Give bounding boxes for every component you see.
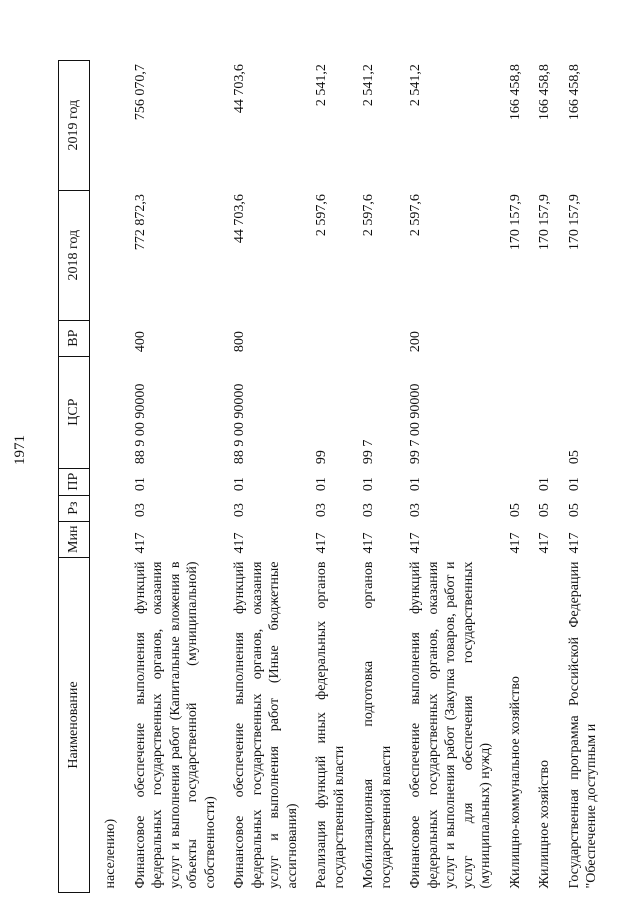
row-csr: 99 7 00 90000 <box>408 383 423 465</box>
row-name: Финансовое обеспечение выполнения функций федеральных государственных органов, оказания услуг и выполнения работ (Капитальные вложения в объекты государственной (муниципальной) собственности) <box>132 561 218 889</box>
row-2019: 166 458,8 <box>537 64 552 121</box>
row-csr <box>90 356 120 468</box>
row-csr: 88 9 00 90000 <box>232 383 247 465</box>
row-min: 417 <box>537 532 552 554</box>
row-2018: 170 157,9 <box>537 194 552 251</box>
row-vr <box>90 320 120 356</box>
row-name: Финансовое обеспечение выполнения функций федеральных государственных органов, оказания услуг и выполнения работ (Иные бюджетные ассигнования) <box>232 561 300 889</box>
header-csr: ЦСР <box>59 356 90 468</box>
header-name: Наименование <box>59 558 90 893</box>
table-row <box>348 60 395 892</box>
page-number: 1971 <box>12 435 28 465</box>
row-2019: 166 458,8 <box>507 64 523 121</box>
row-pr: 01 <box>132 477 148 492</box>
row-rz: 03 <box>232 503 247 518</box>
row-min: 417 <box>132 532 148 554</box>
row-rz: 05 <box>507 503 523 518</box>
row-pr: 01 <box>314 477 329 492</box>
row-pr: 01 <box>232 477 247 492</box>
row-2018: 2 597,6 <box>408 194 423 237</box>
row-vr <box>348 320 395 356</box>
header-vr: ВР <box>59 320 90 356</box>
row-rz: 03 <box>408 503 423 518</box>
row-rz: 03 <box>361 503 376 518</box>
row-name: Реализация функций иных федеральных органов государственной власти <box>314 561 347 889</box>
row-vr <box>554 320 601 356</box>
row-pr: 01 <box>361 477 376 492</box>
row-pr <box>495 468 525 495</box>
table-row <box>301 60 348 892</box>
header-pr: ПР <box>59 468 90 495</box>
table-row <box>495 60 525 892</box>
header-2018: 2018 год <box>59 190 90 320</box>
table-row <box>120 60 220 892</box>
row-pr: 01 <box>537 477 552 492</box>
row-csr: 99 7 <box>361 439 376 465</box>
row-csr: 99 <box>314 450 329 465</box>
row-name: Жилищное хозяйство <box>537 760 552 889</box>
row-csr: 88 9 00 90000 <box>132 383 148 465</box>
row-vr <box>524 320 554 356</box>
header-min: Мин <box>59 521 90 557</box>
row-name: населению) <box>103 818 118 889</box>
row-name: Финансовое обеспечение выполнения функций федеральных государственных органов, оказания услуг и выполнения работ (Закупка товаров, работ и услуг для обеспечения государственных (муниципальных) нужд) <box>408 561 493 889</box>
row-pr: 01 <box>566 477 582 492</box>
row-name: Жилищно-коммунальное хозяйство <box>507 676 523 889</box>
table-row <box>219 60 301 892</box>
row-rz: 05 <box>537 503 552 518</box>
row-min: 417 <box>408 532 423 554</box>
row-pr: 01 <box>408 477 423 492</box>
row-min: 417 <box>314 532 329 554</box>
row-2019: 166 458,8 <box>566 64 582 121</box>
row-min: 417 <box>232 532 247 554</box>
row-vr: 800 <box>232 331 247 353</box>
row-2018: 170 157,9 <box>566 194 582 251</box>
table-row <box>90 60 120 892</box>
row-min: 417 <box>361 532 376 554</box>
table-header-row <box>59 60 90 892</box>
budget-table <box>58 60 601 893</box>
row-2018: 2 597,6 <box>314 194 329 237</box>
row-2019: 756 070,7 <box>132 64 148 121</box>
row-csr <box>524 356 554 468</box>
row-name: Государственная программа Российской Федерации "Обеспечение доступным и <box>566 561 599 889</box>
row-csr: 05 <box>566 450 582 465</box>
row-2018: 170 157,9 <box>507 194 523 251</box>
row-rz: 03 <box>132 503 148 518</box>
row-2019: 2 541,2 <box>361 64 376 107</box>
row-2018: 44 703,6 <box>232 194 247 244</box>
header-2019: 2019 год <box>59 60 90 190</box>
row-rz: 05 <box>566 503 582 518</box>
row-min: 417 <box>566 532 582 554</box>
header-rz: Рз <box>59 495 90 521</box>
row-rz: 03 <box>314 503 329 518</box>
row-2018: 2 597,6 <box>361 194 376 237</box>
row-2019: 44 703,6 <box>232 64 247 114</box>
table-row <box>524 60 554 892</box>
row-pr <box>90 468 120 495</box>
row-vr <box>301 320 348 356</box>
row-rz <box>90 495 120 521</box>
row-csr <box>495 356 525 468</box>
row-2019: 2 541,2 <box>314 64 329 107</box>
row-2019: 2 541,2 <box>408 64 423 107</box>
row-vr: 400 <box>132 331 148 353</box>
table-row <box>554 60 601 892</box>
row-2018 <box>90 190 120 320</box>
row-2019 <box>90 60 120 190</box>
row-name: Мобилизационная подготовка органов государственной власти <box>361 561 394 889</box>
row-vr <box>495 320 525 356</box>
row-min: 417 <box>507 532 523 554</box>
table-row <box>395 60 495 892</box>
row-2018: 772 872,3 <box>132 194 148 251</box>
row-vr: 200 <box>408 331 423 353</box>
row-min <box>90 521 120 557</box>
